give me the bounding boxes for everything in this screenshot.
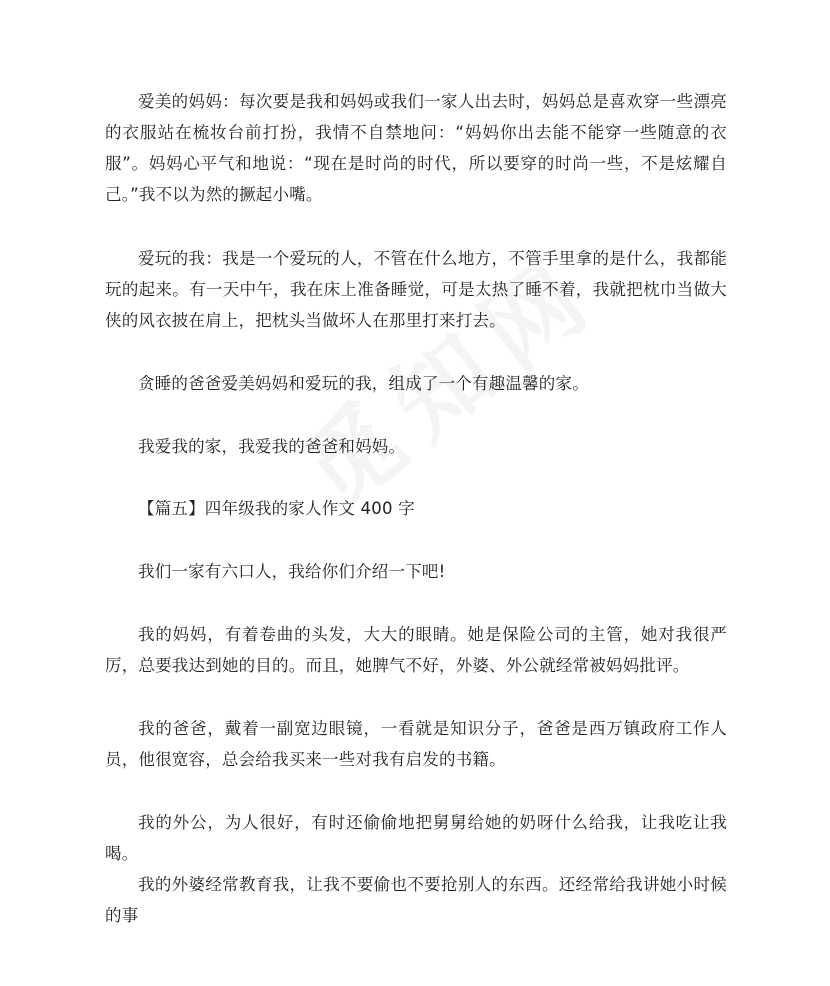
section-heading: 【篇五】四年级我的家人作文 400 字 <box>138 499 415 518</box>
paragraph: 我们一家有六口人，我给你们介绍一下吧! <box>138 562 446 581</box>
paragraph: 我的爸爸，戴着一副宽边眼镜，一看就是知识分子，爸爸是西万镇政府工作人员，他很宽容，总会给我买来一些对我有启发的书籍。 <box>105 719 727 769</box>
paragraph: 我爱我的家，我爱我的爸爸和妈妈。 <box>138 437 406 456</box>
paragraph: 爱玩的我：我是一个爱玩的人，不管在什么地方，不管手里拿的是什么，我都能玩的起来。有一天中午，我在床上准备睡觉，可是太热了睡不着，我就把枕巾当做大侠的风衣披在肩上，把枕头当做坏人在那里打来打去。 <box>105 249 727 330</box>
paragraph: 我的外公，为人很好，有时还偷偷地把舅舅给她的奶呀什么给我，让我吃让我喝。 <box>105 813 727 863</box>
paragraph: 我的外婆经常教育我，让我不要偷也不要抢别人的东西。还经常给我讲她小时候的事 <box>105 875 727 925</box>
paragraph: 爱美的妈妈：每次要是我和妈妈或我们一家人出去时，妈妈总是喜欢穿一些漂亮的衣服站在梳妆台前打扮，我情不自禁地问：“妈妈你出去能不能穿一些随意的衣服”。妈妈心平气和地说：“现在是时尚的时代，所以要穿的时尚一些，不是炫耀自己。”我不以为然的撅起小嘴。 <box>105 92 727 204</box>
paragraph: 我的妈妈，有着卷曲的头发，大大的眼睛。她是保险公司的主管，她对我很严厉，总要我达到她的目的。而且，她脾气不好，外婆、外公就经常被妈妈批评。 <box>105 625 727 675</box>
paragraph: 贪睡的爸爸爱美妈妈和爱玩的我，组成了一个有趣温馨的家。 <box>138 374 589 393</box>
